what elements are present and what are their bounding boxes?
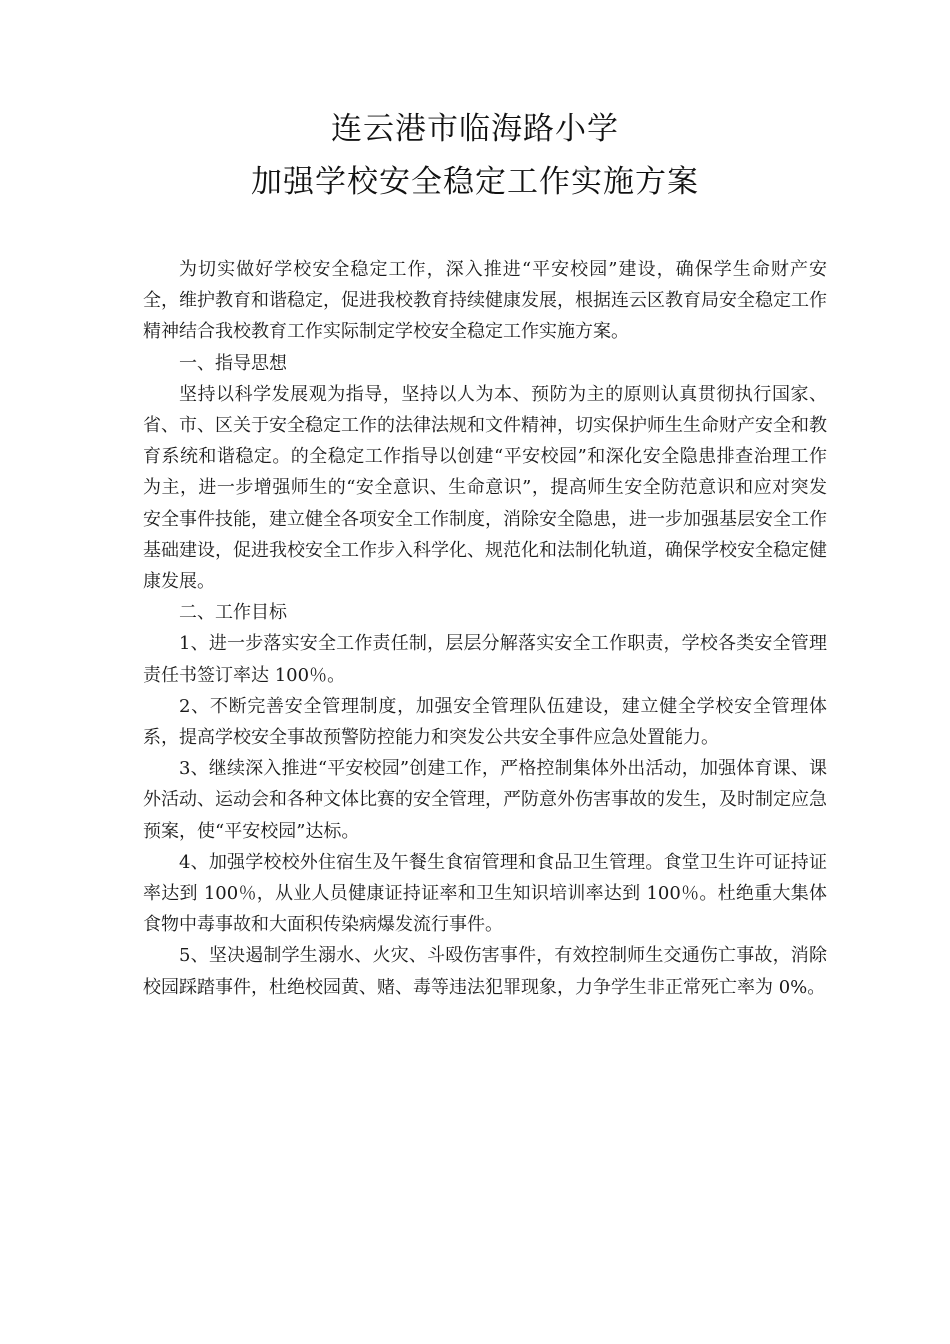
paragraph-goal-1: 1、进一步落实安全工作责任制，层层分解落实安全工作职责，学校各类安全管理责任书签订率达 100％。 [143,633,827,686]
document-body [143,254,827,1003]
paragraph-goal-4: 4、加强学校校外住宿生及午餐生食宿管理和食品卫生管理。食堂卫生许可证持证率达到 100％，从业人员健康证持证率和卫生知识培训率达到 100％。杜绝重大集体食物中毒事故和大面积传染病爆发流行事件。 [143,851,827,936]
paragraph-goal-2: 2、不断完善安全管理制度，加强安全管理队伍建设，建立健全学校安全管理体系，提高学校安全事故预警防控能力和突发公共安全事件应急处置能力。 [143,695,827,749]
paragraph-guiding-ideology: 坚持以科学发展观为指导，坚持以人为本、预防为主的原则认真贯彻执行国家、省、市、区关于安全稳定工作的法律法规和文件精神，切实保护师生生命财产安全和教育系统和谐稳定。的全稳定工作指导以创建“平安校园”和深化安全隐患排查治理工作为主，进一步增强师生的“安全意识、生命意识”，提高师生安全防范意识和应对突发安全事件技能，建立健全各项安全工作制度，消除安全隐患，进一步加强基层安全工作基础建设，促进我校安全工作步入科学化、规范化和法制化轨道，确保学校安全稳定健康发展。 [143,383,827,593]
paragraph-goal-5: 5、坚决遏制学生溺水、火灾、斗殴伤害事件，有效控制师生交通伤亡事故，消除校园踩踏事件，杜绝校园黄、赌、毒等违法犯罪现象，力争学生非正常死亡率为 0%。 [143,945,827,998]
title-school-name: 连云港市临海路小学 [331,111,619,147]
heading-work-goals: 二、工作目标 [179,602,287,624]
heading-guiding-ideology: 一、指导思想 [179,352,287,374]
document-title [0,103,950,209]
title-plan-name: 加强学校安全稳定工作实施方案 [251,164,699,200]
paragraph-intro: 为切实做好学校安全稳定工作，深入推进“平安校园”建设，确保学生命财产安全，维护教育和谐稳定，促进我校教育持续健康发展，根据连云区教育局安全稳定工作精神结合我校教育工作实际制定学校安全稳定工作实施方案。 [143,259,827,343]
paragraph-goal-3: 3、继续深入推进“平安校园”创建工作，严格控制集体外出活动，加强体育课、课外活动、运动会和各种文体比赛的安全管理，严防意外伤害事故的发生，及时制定应急预案，使“平安校园”达标。 [143,758,827,842]
